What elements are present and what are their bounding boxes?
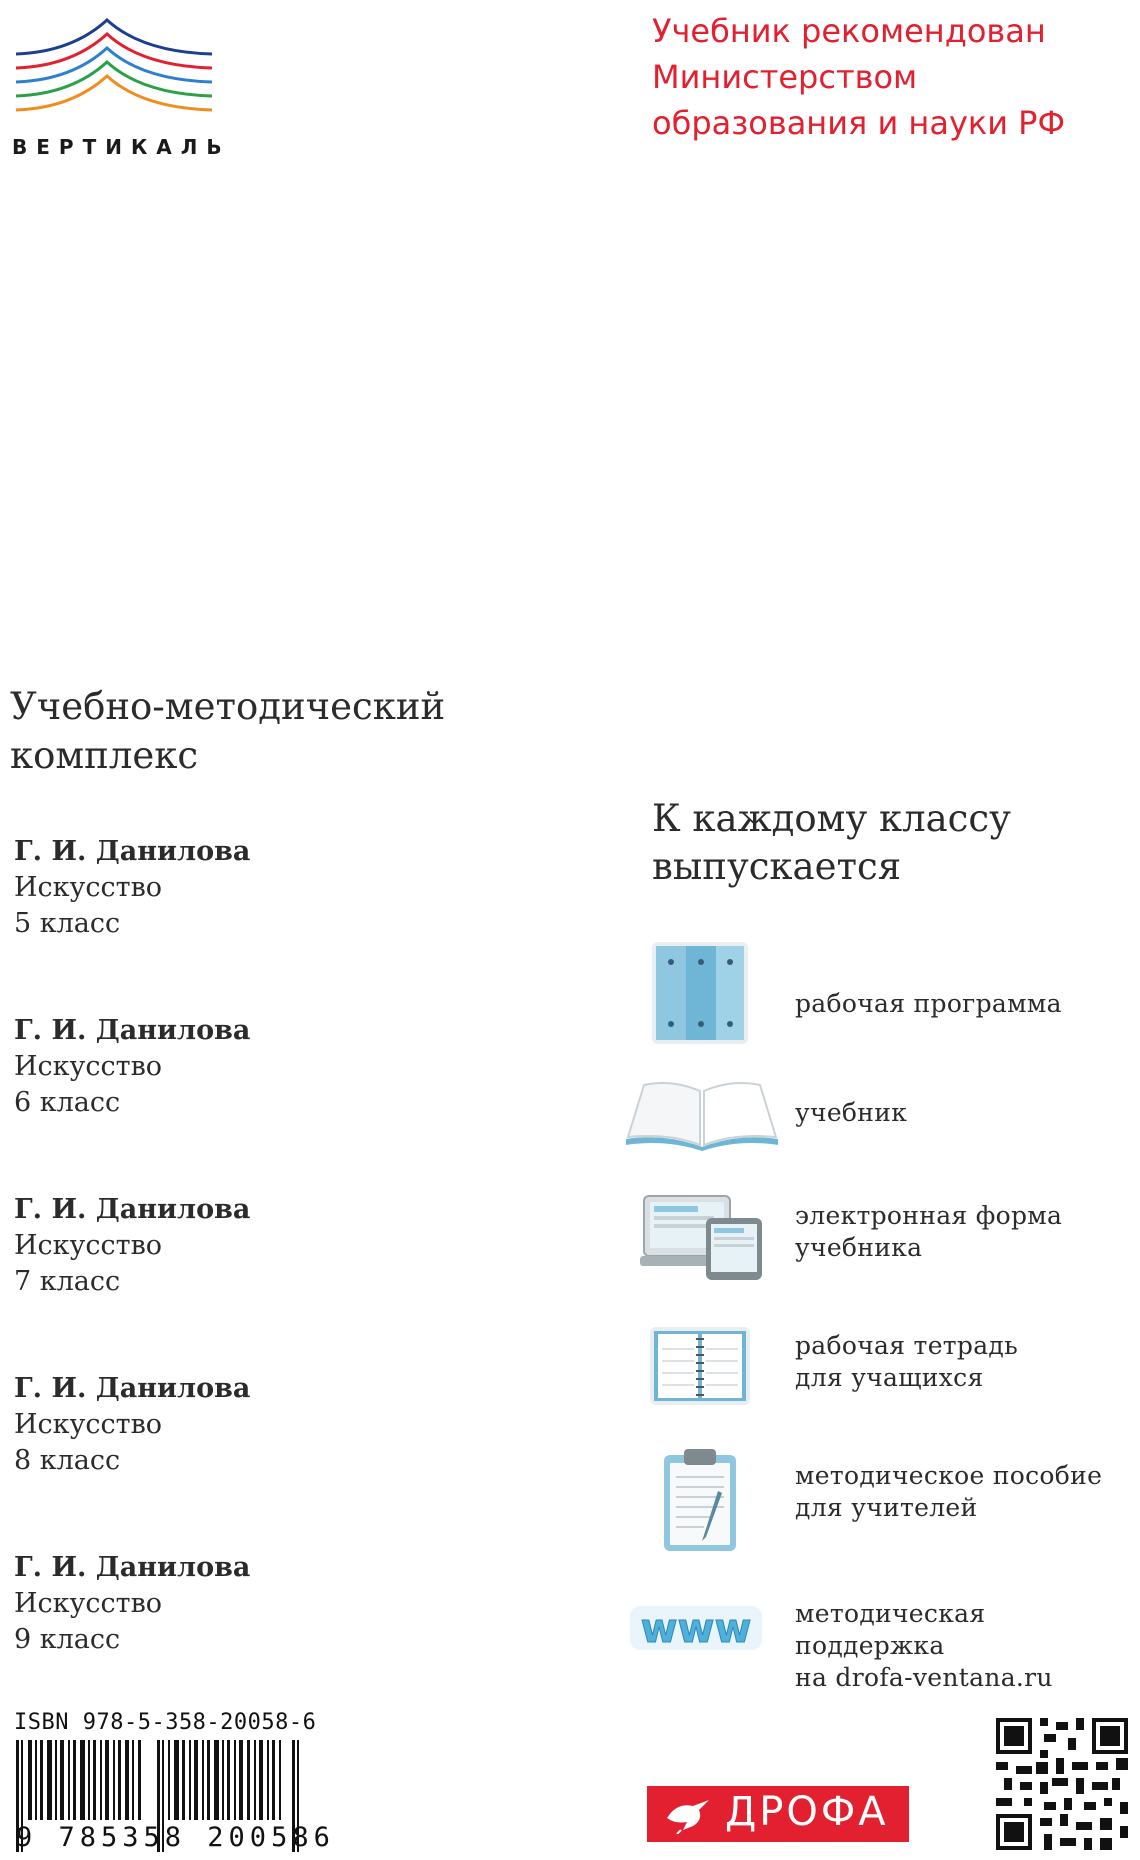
resource-label-line: учебника (795, 1233, 923, 1262)
qr-code (996, 1718, 1128, 1850)
umk-heading (10, 682, 445, 780)
binders-icon (650, 940, 750, 1046)
book-entry-grade-6 (14, 1013, 250, 1121)
book-subject: Искусство (14, 1409, 163, 1440)
computer-tablet-icon (640, 1190, 766, 1282)
resources-heading (652, 795, 1011, 891)
recommendation-line: Учебник рекомендован (652, 12, 1046, 50)
resource-label-line: на drofa-ventana.ru (795, 1663, 1053, 1692)
logo-wordmark: ВЕРТИКАЛЬ (12, 135, 231, 159)
umk-line: комплекс (10, 734, 199, 777)
resource-label-textbook (795, 1097, 907, 1129)
book-entry-grade-7 (14, 1192, 250, 1300)
recommendation-text (652, 8, 1122, 146)
resource-label-line: электронная форма (795, 1201, 1063, 1230)
book-subject: Искусство (14, 1230, 163, 1261)
open-book-icon (622, 1075, 782, 1151)
resource-label-line: учебник (795, 1098, 908, 1127)
resource-label-line: рабочая программа (795, 989, 1062, 1018)
isbn-label: ISBN 978-5-358-20058-6 (14, 1710, 317, 1735)
book-author: Г. И. Данилова (14, 1015, 251, 1046)
resource-label-line: методическая поддержка (795, 1599, 986, 1660)
recommendation-line: Министерством (652, 58, 918, 96)
resource-label-line: методическое пособие (795, 1461, 1103, 1490)
book-grade: 6 класс (14, 1087, 121, 1118)
recommendation-line: образования и науки РФ (652, 104, 1066, 142)
book-subject: Искусство (14, 1051, 163, 1082)
notebook-icon (648, 1325, 752, 1407)
barcode-digits: 9 785358 200586 (16, 1822, 335, 1853)
drofa-logo (647, 1786, 909, 1842)
clipboard-icon (660, 1445, 740, 1553)
book-author: Г. И. Данилова (14, 1194, 251, 1225)
resource-label-teacher-guide (795, 1460, 1102, 1524)
book-grade: 5 класс (14, 908, 121, 939)
resources-heading-line: К каждому классу (652, 797, 1011, 840)
resource-label-electronic-form (795, 1200, 1062, 1264)
book-grade: 7 класс (14, 1266, 121, 1297)
book-author: Г. И. Данилова (14, 1552, 251, 1583)
resource-label-workbook (795, 1330, 1018, 1394)
resources-heading-line: выпускается (652, 845, 902, 888)
book-subject: Искусство (14, 1588, 163, 1619)
resource-label-online-support (795, 1598, 1140, 1694)
umk-line: Учебно-методический (10, 685, 446, 728)
book-grade: 9 класс (14, 1624, 121, 1655)
resource-label-line: для учащихся (795, 1363, 984, 1392)
book-subject: Искусство (14, 872, 163, 903)
book-grade: 8 класс (14, 1445, 121, 1476)
book-entry-grade-8 (14, 1371, 250, 1479)
bird-icon (663, 1796, 713, 1834)
publisher-name: ДРОФА (725, 1789, 889, 1835)
resource-label-line: для учителей (795, 1493, 978, 1522)
book-author: Г. И. Данилова (14, 1373, 251, 1404)
book-entry-grade-9 (14, 1550, 250, 1658)
book-entry-grade-5 (14, 834, 250, 942)
svg-text:www: www (640, 1606, 752, 1652)
book-author: Г. И. Данилова (14, 836, 251, 867)
resource-label-work-program (795, 988, 1062, 1020)
resource-label-line: рабочая тетрадь (795, 1331, 1019, 1360)
www-icon (628, 1602, 764, 1654)
